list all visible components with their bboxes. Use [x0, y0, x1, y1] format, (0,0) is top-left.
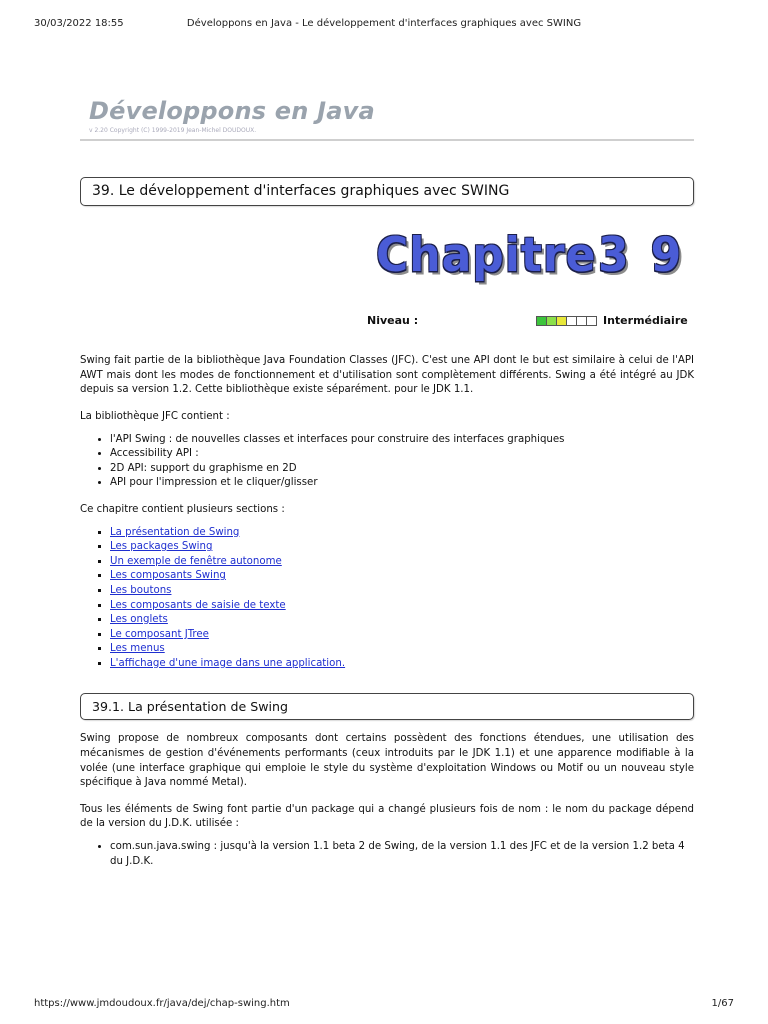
toc-link-menus[interactable]: Les menus [110, 643, 165, 655]
level-label: Niveau : [367, 314, 419, 328]
intro-paragraph: Swing fait partie de la bibliothèque Java Foundation Classes (JFC). C'est une API dont le but est similaire à celui de l'API AWT mais dont les modes de fonctionnement et d'utilisation sont complètement différents. Swing a été intégré au JDK depuis sa version 1.2. Cette bibliothèque existe séparément. pour le JDK 1.1. [80, 355, 694, 396]
chapter-banner [80, 228, 704, 288]
level-text: Intermédiaire [603, 314, 688, 328]
chapter-banner-number: 39 [598, 228, 704, 284]
header-divider [80, 139, 694, 141]
toc-item [110, 569, 694, 584]
toc-item [110, 613, 694, 628]
package-list [80, 840, 694, 869]
section-paragraph: Swing propose de nombreux composants dont certains possèdent des fonctions étendues, une utilisation des mécanismes de gestion d'événements performants (ceux introduits par le JDK 1.1) et une apparence modifiable à la volée (une interface graphique qui emploie le style du système d'exploitation Windows ou Motif ou un nouveau style spécifique à Java nommé Metal). [80, 733, 694, 789]
print-document-title: Développons en Java - Le développement d'interfaces graphiques avec SWING [186, 18, 582, 29]
toc-item [110, 599, 694, 614]
jfc-list [80, 433, 694, 491]
page-content [80, 96, 704, 869]
toc-link-example[interactable]: Un exemple de fenêtre autonome [110, 555, 282, 567]
sections-toc [80, 526, 694, 672]
chapter-heading: 39. Le développement d'interfaces graphiques avec SWING [80, 177, 694, 206]
list-item: • l'API Swing : de nouvelles classes et interfaces pour construire des interfaces graphiques [110, 433, 694, 448]
jfc-label: La bibliothèque JFC contient : [80, 410, 230, 422]
toc-item [110, 628, 694, 643]
print-url: https://www.jmdoudoux.fr/java/dej/chap-swing.htm [34, 998, 290, 1009]
toc-link-text-input[interactable]: Les composants de saisie de texte [110, 599, 286, 611]
toc-link-image-display[interactable]: L'affichage d'une image dans une application. [110, 657, 346, 669]
list-item: • 2D API: support du graphisme en 2D [110, 462, 694, 477]
list-item: • com.sun.java.swing : jusqu'à la version 1.1 beta 2 de Swing, de la version 1.1 des JFC et de la version 1.2 beta 4 du J.D.K. [110, 840, 694, 869]
toc-item [110, 657, 694, 672]
print-header [34, 18, 734, 32]
level-meter [536, 316, 596, 326]
toc-link-presentation[interactable]: La présentation de Swing [110, 526, 240, 538]
toc-item [110, 526, 694, 541]
list-item: • API pour l'impression et le cliquer/glisser [110, 476, 694, 491]
sections-label: Ce chapitre contient plusieurs sections : [80, 503, 285, 515]
toc-item [110, 555, 694, 570]
site-copyright: v 2.20 Copyright (C) 1999-2019 Jean-Michel DOUDOUX. [89, 127, 257, 135]
toc-item [110, 642, 694, 657]
print-footer [34, 998, 734, 1012]
toc-link-buttons[interactable]: Les boutons [110, 584, 172, 596]
print-page-number: 1/67 [711, 998, 734, 1009]
chapter-banner-word: Chapitre [376, 228, 597, 284]
toc-link-tabs[interactable]: Les onglets [110, 614, 168, 626]
toc-item [110, 584, 694, 599]
level-meter-segment [586, 316, 597, 326]
section-heading: 39.1. La présentation de Swing [80, 693, 694, 720]
toc-link-packages[interactable]: Les packages Swing [110, 541, 213, 553]
print-datetime: 30/03/2022 18:55 [34, 18, 124, 29]
toc-link-jtree[interactable]: Le composant JTree [110, 628, 209, 640]
site-title: Développons en Java [89, 97, 375, 125]
toc-link-components[interactable]: Les composants Swing [110, 570, 226, 582]
section-paragraph: Tous les éléments de Swing font partie d'un package qui a changé plusieurs fois de nom : le nom du package dépend de la version du J.D.K. utilisée : [80, 803, 694, 830]
toc-item [110, 540, 694, 555]
list-item: • Accessibility API : [110, 447, 694, 462]
level-row [80, 312, 694, 330]
